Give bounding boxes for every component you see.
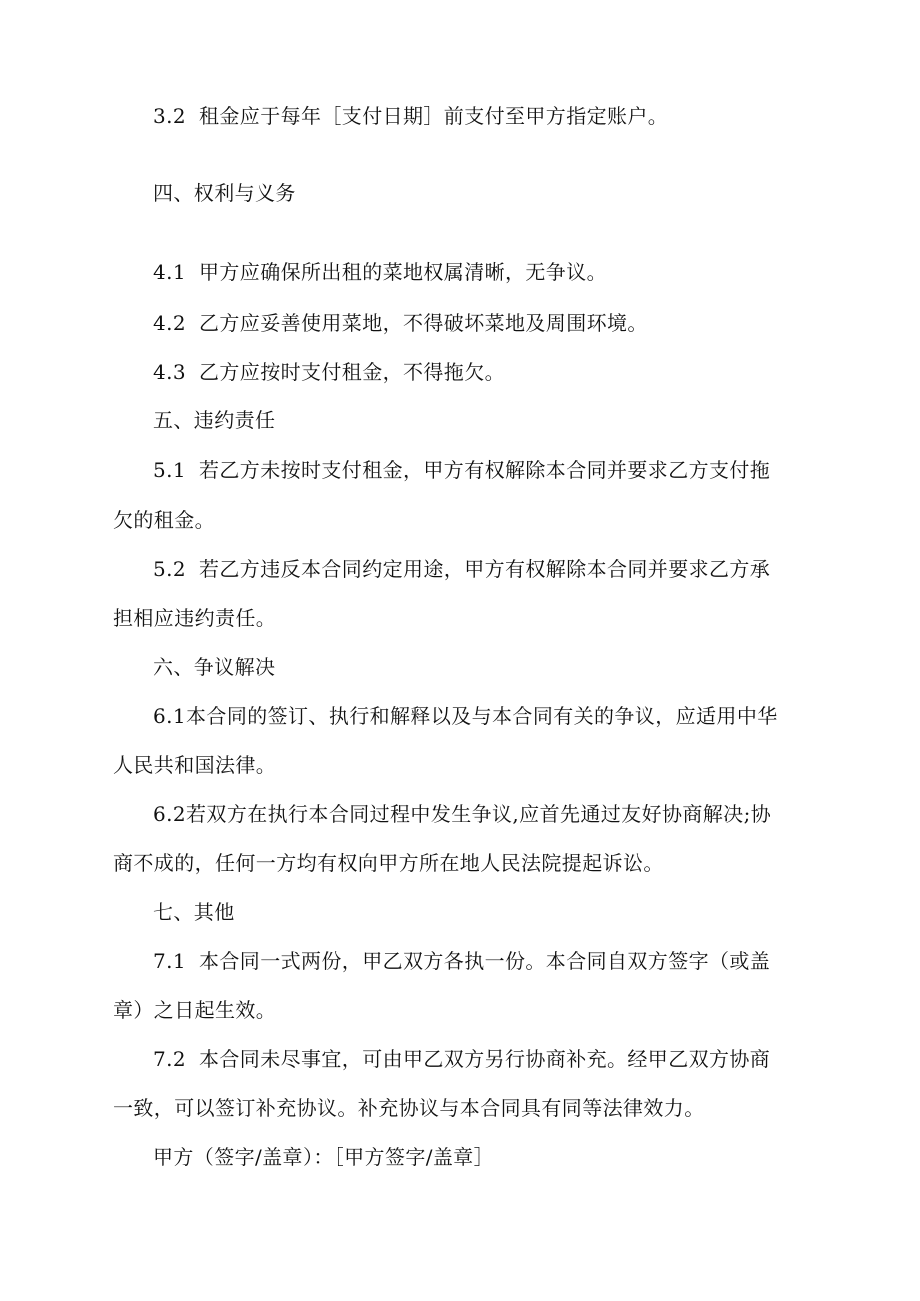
clause-number: 7.2 bbox=[153, 1047, 187, 1071]
section-heading-7: 七、其他 bbox=[153, 900, 235, 924]
clause-5-2-continued: 担相应违约责任。 bbox=[113, 606, 277, 630]
clause-number: 6.2 bbox=[153, 802, 187, 826]
clause-text: 乙方应按时支付租金，不得拖欠。 bbox=[199, 360, 505, 384]
clause-7-1 bbox=[153, 947, 808, 975]
clause-number: 7.1 bbox=[153, 949, 187, 973]
clause-text-line1: 本合同的签订、执行和解释以及与本合同有关的争议，应适用中华 bbox=[186, 704, 778, 728]
clause-number: 4.3 bbox=[153, 360, 187, 384]
section-heading-6: 六、争议解决 bbox=[153, 655, 276, 679]
section-heading-5: 五、违约责任 bbox=[153, 408, 276, 432]
clause-4-2 bbox=[153, 309, 853, 337]
clause-3-2 bbox=[153, 102, 853, 130]
clause-7-1-continued: 章）之日起生效。 bbox=[113, 998, 277, 1022]
clause-6-2 bbox=[153, 800, 808, 828]
section-heading-4: 四、权利与义务 bbox=[153, 181, 296, 205]
clause-text-line1: 若乙方未按时支付租金，甲方有权解除本合同并要求乙方支付拖 bbox=[199, 458, 771, 482]
clause-text-line1: 本合同一式两份，甲乙双方各执一份。本合同自双方签字（或盖 bbox=[199, 949, 771, 973]
clause-4-3 bbox=[153, 358, 853, 386]
clause-number: 4.1 bbox=[153, 260, 187, 284]
clause-6-1-continued: 人民共和国法律。 bbox=[113, 753, 277, 777]
clause-text-line1: 若双方在执行本合同过程中发生争议,应首先通过友好协商解决;协 bbox=[186, 802, 772, 826]
clause-text: 甲方应确保所出租的菜地权属清晰，无争议。 bbox=[199, 260, 607, 284]
clause-5-2 bbox=[153, 555, 808, 583]
clause-5-1 bbox=[153, 456, 808, 484]
clause-text: 租金应于每年［支付日期］前支付至甲方指定账户。 bbox=[199, 104, 669, 128]
clause-number: 6.1 bbox=[153, 704, 187, 728]
clause-6-2-continued: 商不成的，任何一方均有权向甲方所在地人民法院提起诉讼。 bbox=[113, 851, 664, 875]
clause-number: 5.2 bbox=[153, 557, 187, 581]
clause-7-2 bbox=[153, 1045, 808, 1073]
clause-text: 乙方应妥善使用菜地，不得破坏菜地及周围环境。 bbox=[199, 311, 648, 335]
party-a-signature-line: 甲方（签字/盖章）：［甲方签字/盖章］ bbox=[153, 1145, 495, 1169]
clause-5-1-continued: 欠的租金。 bbox=[113, 508, 215, 532]
clause-4-1 bbox=[153, 258, 853, 286]
clause-number: 5.1 bbox=[153, 458, 187, 482]
clause-number: 4.2 bbox=[153, 311, 187, 335]
clause-6-1 bbox=[153, 702, 808, 730]
clause-number: 3.2 bbox=[153, 104, 187, 128]
clause-7-2-continued: 一致，可以签订补充协议。补充协议与本合同具有同等法律效力。 bbox=[113, 1096, 705, 1120]
clause-text-line1: 本合同未尽事宜，可由甲乙双方另行协商补充。经甲乙双方协商 bbox=[199, 1047, 771, 1071]
clause-text-line1: 若乙方违反本合同约定用途，甲方有权解除本合同并要求乙方承 bbox=[199, 557, 771, 581]
